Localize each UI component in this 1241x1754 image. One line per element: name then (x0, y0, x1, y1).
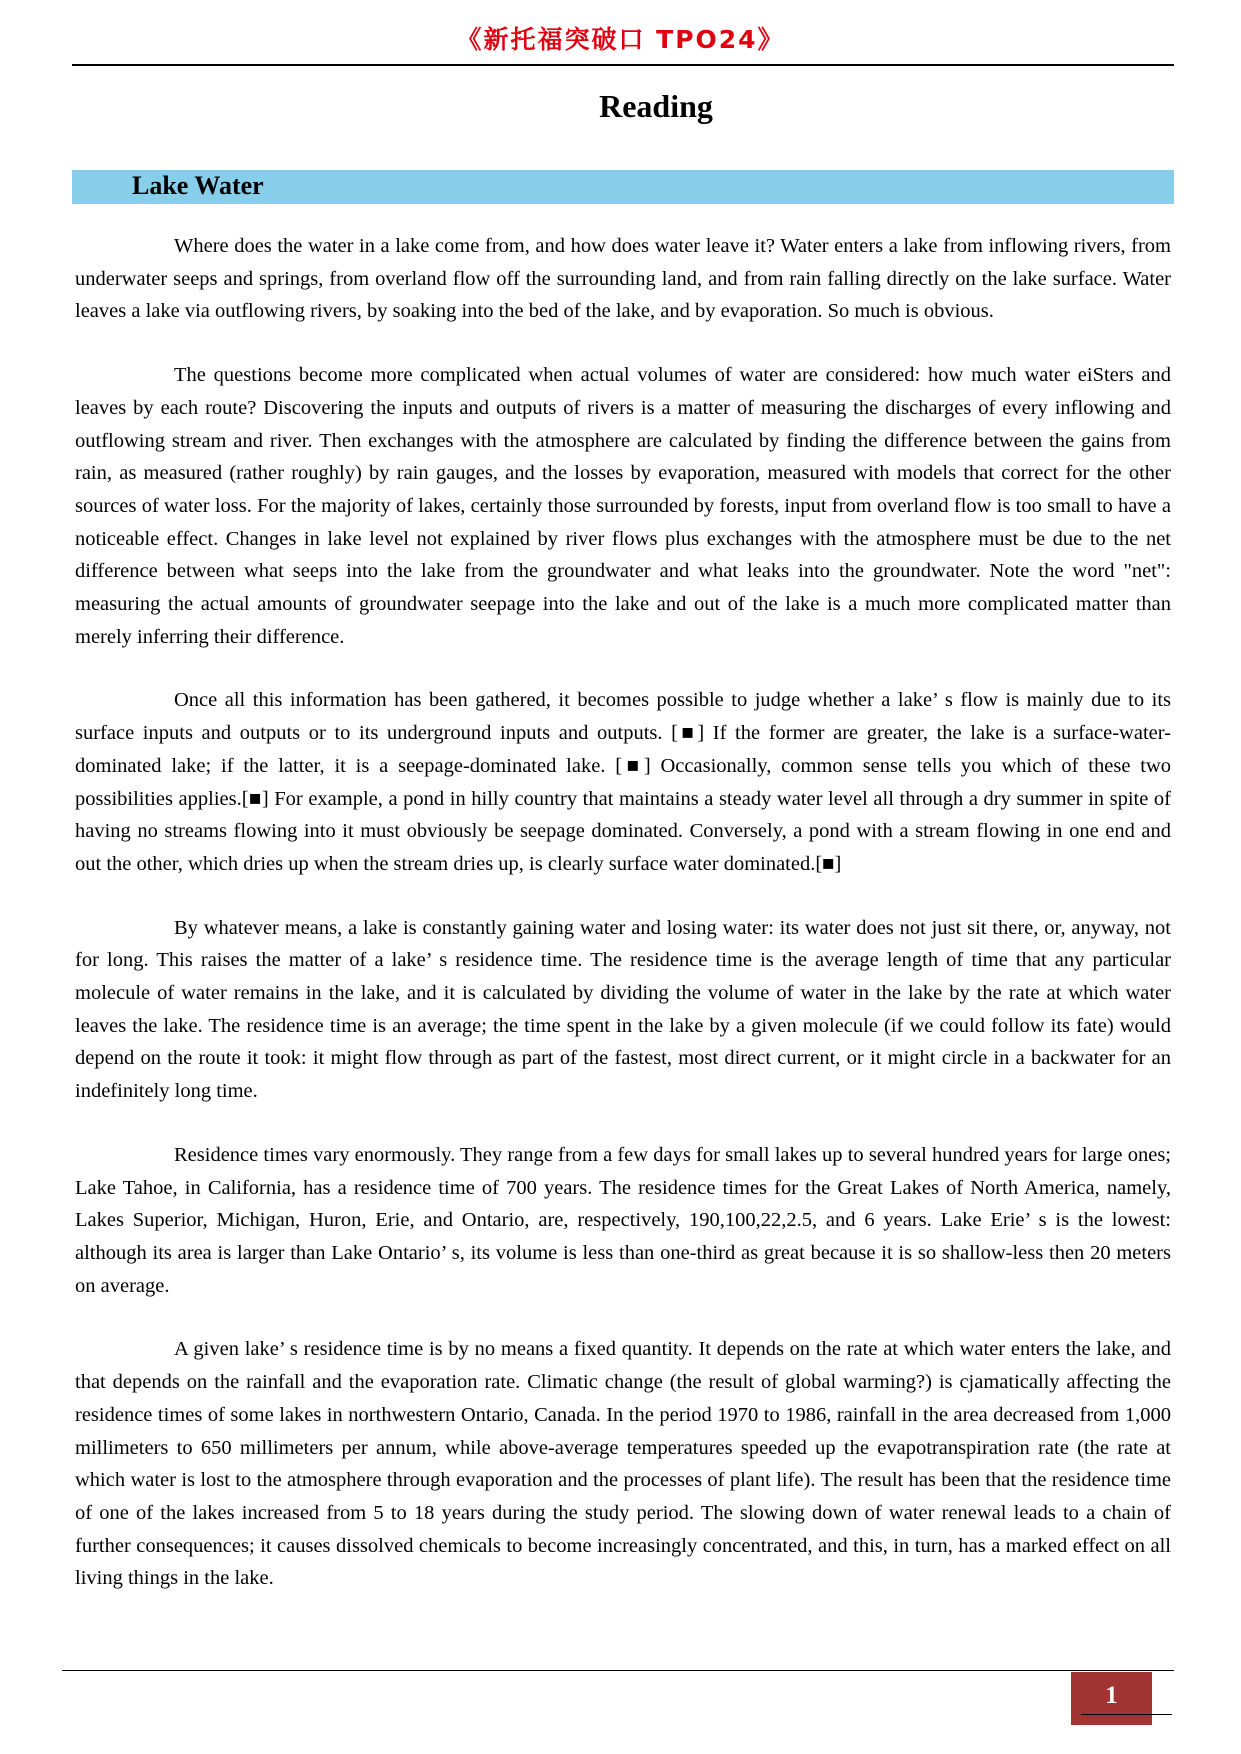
page-number: 1 (1105, 1682, 1118, 1709)
footer-divider (62, 1670, 1174, 1671)
paragraph-4: By whatever means, a lake is constantly gaining water and losing water: its water does not just sit there, or, anyway, not for long. This raises the matter of a lake’ s residence time. The residence time is the average length of time that any particular molecule of water remains in the lake, and it is calculated by dividing the volume of water in the lake by the rate at which water leaves the lake. The residence time is an average; the time spent in the lake by a given molecule (if we could follow its fate) would depend on the route it took: it might flow through as part of the fastest, most direct current, or it might circle in a backwater for an indefinitely long time. (75, 916, 1171, 1103)
paragraph-1: Where does the water in a lake come from, and how does water leave it? Water enters a lake from inflowing rivers, from underwater seeps and springs, from overland flow off the surrounding land, and from rain falling directly on the lake surface. Water leaves a lake via outflowing rivers, by soaking into the bed of the lake, and by evaporation. So much is obvious. (75, 235, 1171, 323)
section-header-bar (72, 170, 1174, 204)
header-divider (72, 64, 1174, 66)
paragraph-2: The questions become more complicated when actual volumes of water are considered: how much water eiSters and leaves by each route? Discovering the inputs and outputs of rivers is a matter of measuring the discharges of every inflowing and outflowing stream and river. Then exchanges with the atmosphere are calculated by finding the difference between the gains from rain, as measured (rather roughly) by rain gauges, and the losses by evaporation, measured with models that correct for the other sources of water loss. For the majority of lakes, certainly those surrounded by forests, input from overland flow is too small to have a noticeable effect. Changes in lake level not explained by river flows plus exchanges with the atmosphere must be due to the net difference between what seeps into the lake from the groundwater and what leaks into the groundwater. Note the word "net": measuring the actual amounts of groundwater seepage into the lake and out of the lake is a much more complicated matter than merely inferring their difference. (75, 364, 1171, 648)
paragraph-6: A given lake’ s residence time is by no means a fixed quantity. It depends on the rate at which water enters the lake, and that depends on the rainfall and the evaporation rate. Climatic change (the result of global warming?) is cjamatically affecting the residence times of some lakes in northwestern Ontario, Canada. In the period 1970 to 1986, rainfall in the area decreased from 1,000 millimeters to 650 millimeters per annum, while above-average temperatures speeded up the evapotranspiration rate (the rate at which water is lost to the atmosphere through evaporation and the processes of plant life). The result has been that the residence time of one of the lakes increased from 5 to 18 years during the study period. The slowing down of water renewal leads to a chain of further consequences; it causes dissolved chemicals to become increasingly concentrated, and this, in turn, has a marked effect on all living things in the lake. (75, 1338, 1171, 1590)
paragraph-3: Once all this information has been gathered, it becomes possible to judge whether a lake’ s flow is mainly due to its surface inputs and outputs or to its underground inputs and outputs. [■] If the former are greater, the lake is a surface-water-dominated lake; if the latter, it is a seepage-dominated lake. [■] Occasionally, common sense tells you which of these two possibilities applies.[■] For example, a pond in hilly country that maintains a steady water level all through a dry summer in spite of having no streams flowing into it must obviously be seepage dominated. Conversely, a pond with a stream flowing in one end and out the other, which dries up when the stream dries up, is clearly surface water dominated.[■] (75, 689, 1171, 875)
section-title: Lake Water (132, 171, 264, 200)
page-number-badge (1071, 1672, 1152, 1725)
page-title: Reading (599, 88, 713, 124)
page-number-underline (1081, 1714, 1172, 1715)
paragraph-5: Residence times vary enormously. They range from a few days for small lakes up to several hundred years for large ones; Lake Tahoe, in California, has a residence time of 700 years. The residence times for the Great Lakes of North America, namely, Lakes Superior, Michigan, Huron, Erie, and Ontario, are, respectively, 190,100,22,2.5, and 6 years. Lake Erie’ s is the lowest: although its area is larger than Lake Ontario’ s, its volume is less than one-third as great because it is so shallow-less then 20 meters on average. (75, 1143, 1171, 1297)
header-title: 《新托福突破口 TPO24》 (456, 25, 785, 54)
article-body (75, 230, 1171, 1626)
